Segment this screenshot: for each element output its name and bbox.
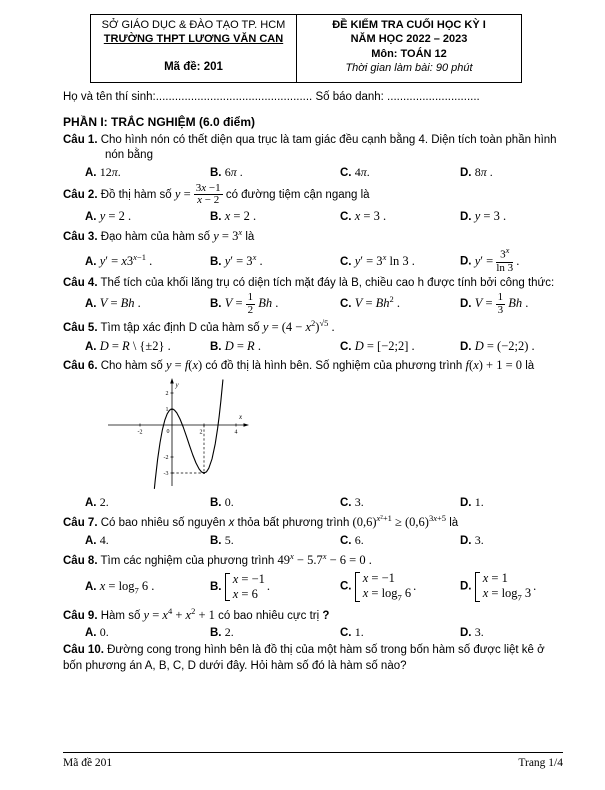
math-expression: f(x) + 1 = 0 bbox=[465, 357, 523, 372]
math-expression: y = $\frac{3x -1}{x - 2}$ bbox=[174, 181, 221, 207]
option-c: C. 3. bbox=[340, 495, 364, 510]
answer-options bbox=[85, 570, 563, 604]
answer-options bbox=[85, 533, 563, 549]
header-school-cell bbox=[91, 15, 297, 82]
question-text: Đạo hàm của hàm số bbox=[100, 231, 211, 244]
option-d: D. 3. bbox=[460, 625, 484, 640]
option-a: A. $y' = x3^{x-1}$ . bbox=[85, 251, 153, 268]
option-b: B. x = −1 x = 6 . bbox=[210, 572, 270, 601]
question-5 bbox=[63, 318, 563, 355]
question-label: Câu 5. bbox=[63, 322, 98, 335]
y-axis-arrow bbox=[170, 378, 174, 384]
option-b: B. 0. bbox=[210, 495, 234, 510]
question-text-post: là bbox=[525, 359, 535, 372]
answer-options bbox=[85, 292, 563, 316]
option-d: D. D = (−2;2) . bbox=[460, 338, 535, 353]
question-text-post: là bbox=[245, 231, 255, 244]
fraction: $\frac{3^x}{\ln 3}$ bbox=[496, 245, 514, 274]
math-expression: $(0,6)^{x^2+1} \ge (0,6)^{3x+5}$ bbox=[352, 513, 447, 530]
solution-cases: x = −1 $x = \log_7 6$ bbox=[355, 571, 411, 603]
exam-title: ĐỀ KIỂM TRA CUỐI HỌC KỲ I bbox=[332, 19, 486, 31]
question-2 bbox=[63, 183, 563, 225]
question-label: Câu 1. bbox=[63, 134, 98, 147]
question-label: Câu 2. bbox=[63, 188, 98, 201]
option-d: D. y′ = $\frac{3^x}{\ln 3}$ . bbox=[460, 245, 520, 274]
question-label: Câu 4. bbox=[63, 277, 98, 290]
question-label: Câu 6. bbox=[63, 359, 98, 372]
question-text-post: có bao nhiêu cực trị ? bbox=[218, 610, 330, 622]
y-tick--3: -3 bbox=[163, 470, 169, 477]
math-expression: $y = 3^x$ bbox=[213, 226, 243, 244]
solution-cases: x = 1 $x = \log_7 3$ bbox=[475, 571, 531, 603]
option-a: A. 0. bbox=[85, 625, 109, 640]
question-text: Hàm số bbox=[100, 610, 141, 622]
exam-duration: Thời gian làm bài: 90 phút bbox=[345, 61, 473, 74]
math-expression: $y = (4 - x^2)^{√5}$ . bbox=[262, 318, 335, 335]
x-tick--2: -2 bbox=[137, 429, 143, 436]
y-tick--2: -2 bbox=[163, 454, 169, 461]
exam-header bbox=[90, 14, 522, 83]
x-tick-4: 4 bbox=[234, 429, 238, 436]
question-text: Cho hình nón có thết diện qua trục là tam giác đều cạnh bằng 4. Diện tích toàn phần hình nón bằng bbox=[100, 134, 557, 162]
exam-code: Mã đề: 201 bbox=[164, 60, 223, 73]
fraction: $\frac{1}{2}$ bbox=[247, 291, 254, 316]
option-b: B. 2. bbox=[210, 625, 234, 640]
question-label: Câu 3. bbox=[63, 231, 98, 244]
question-8 bbox=[63, 551, 563, 604]
answer-options bbox=[85, 495, 563, 511]
question-9 bbox=[63, 606, 563, 642]
option-a: A. V = Bh . bbox=[85, 296, 141, 311]
option-b: B. 6π . bbox=[210, 164, 243, 179]
x-axis-arrow bbox=[244, 423, 250, 427]
answer-options bbox=[85, 338, 563, 355]
option-c: C. $y' = 3^x$ ln 3 . bbox=[340, 251, 415, 268]
question-3 bbox=[63, 227, 563, 274]
question-label: Câu 7. bbox=[63, 517, 98, 530]
option-d: D. y = 3 . bbox=[460, 208, 507, 223]
option-d: D. V = $\frac{1}{3}$ Bh . bbox=[460, 291, 529, 316]
option-d: D. 1. bbox=[460, 495, 484, 510]
option-a: A. y = 2 . bbox=[85, 208, 132, 223]
fraction: $\frac{3x -1}{x - 2}$ bbox=[195, 181, 221, 207]
option-c: C. x = −1 $x = \log_7 6$ . bbox=[340, 571, 417, 603]
function-graph bbox=[100, 375, 252, 494]
question-text: Đường cong trong hình bên là đồ thị của một hàm số trong bốn hàm số được liệt kê ở bốn phương án A, B, C, D dưới đây. Hỏi hàm số đó là hàm số nào? bbox=[63, 644, 545, 672]
option-c: C. 4π. bbox=[340, 164, 370, 179]
question-text: Có bao nhiêu số nguyên x thỏa bất phương trình bbox=[100, 517, 350, 530]
y-tick-1: 1 bbox=[165, 406, 169, 413]
solution-cases: x = −1 x = 6 bbox=[225, 572, 265, 602]
question-label: Câu 9. bbox=[63, 610, 98, 622]
answer-options bbox=[85, 625, 563, 641]
option-b: B. 5. bbox=[210, 532, 234, 547]
school-name: TRƯỜNG THPT LƯƠNG VĂN CAN bbox=[103, 33, 284, 46]
question-text-mid: có đồ thị là hình bên. Số nghiệm của phương trình bbox=[205, 359, 463, 372]
math-expression: $49^x - 5.7^x - 6 = 0$ . bbox=[277, 550, 372, 567]
question-text: Thể tích của khối lăng trụ có diện tích mặt đáy là B, chiều cao h được tính bởi công thức: bbox=[100, 277, 555, 290]
question-1 bbox=[63, 133, 563, 181]
x-tick-2: 2 bbox=[199, 429, 203, 436]
origin-label: 0 bbox=[166, 428, 170, 435]
question-text-post: có đường tiệm cận ngang là bbox=[225, 188, 370, 201]
option-a: A. 2. bbox=[85, 495, 109, 510]
option-d: D. x = 1 $x = \log_7 3$ . bbox=[460, 571, 537, 603]
school-year: NĂM HỌC 2022 – 2023 bbox=[350, 33, 468, 46]
option-c: C. 6. bbox=[340, 532, 364, 547]
department-name: SỞ GIÁO DỤC & ĐÀO TẠO TP. HCM bbox=[101, 19, 286, 31]
question-text: Cho hàm số bbox=[100, 359, 163, 372]
question-10 bbox=[63, 643, 563, 673]
answer-options bbox=[85, 165, 563, 181]
answer-options bbox=[85, 246, 563, 274]
question-text: Đồ thị hàm số bbox=[100, 188, 172, 201]
question-label: Câu 8. bbox=[63, 554, 98, 567]
question-6 bbox=[63, 357, 563, 512]
header-exam-cell bbox=[297, 15, 521, 82]
option-a: A. $x = \log_7 6$ . bbox=[85, 578, 155, 596]
section-title: PHẦN I: TRẮC NGHIỆM (6.0 điểm) bbox=[63, 115, 256, 130]
footer-exam-code: Mã đề 201 bbox=[63, 757, 113, 769]
question-text-post: là bbox=[449, 517, 459, 530]
option-b: B. x = 2 . bbox=[210, 208, 257, 223]
option-d: D. 3. bbox=[460, 532, 484, 547]
option-a: A. 12π. bbox=[85, 164, 121, 179]
question-text: Tìm tập xác định D của hàm số bbox=[100, 322, 260, 335]
question-text: Tìm các nghiệm của phương trình bbox=[100, 554, 275, 567]
option-c: C. 1. bbox=[340, 625, 364, 640]
option-b: B. D = R . bbox=[210, 338, 261, 353]
option-b: B. V = $\frac{1}{2}$ Bh . bbox=[210, 291, 279, 316]
fraction: $\frac{1}{3}$ bbox=[497, 291, 504, 316]
page-footer bbox=[63, 752, 563, 771]
option-b: B. $y' = 3^x$ . bbox=[210, 251, 263, 268]
option-c: C. $V = Bh^2$ . bbox=[340, 294, 401, 311]
option-a: A. D = R \ {±2} . bbox=[85, 338, 171, 353]
y-tick-2: 2 bbox=[165, 390, 169, 397]
subject-name: Môn: TOÁN 12 bbox=[371, 47, 447, 60]
option-a: A. 4. bbox=[85, 532, 109, 547]
option-c: C. D = [−2;2] . bbox=[340, 338, 415, 353]
y-axis-label: y bbox=[175, 380, 179, 389]
question-7 bbox=[63, 513, 563, 549]
x-axis-label: x bbox=[239, 412, 243, 421]
question-4 bbox=[63, 276, 563, 316]
option-d: D. 8π . bbox=[460, 164, 493, 179]
math-expression: $y = x^4 + x^2 + 1$ bbox=[143, 605, 215, 622]
question-label: Câu 10. bbox=[63, 644, 104, 657]
footer-page-number: Trang 1/4 bbox=[518, 757, 563, 769]
math-expression: y = f(x) bbox=[165, 357, 203, 372]
option-c: C. x = 3 . bbox=[340, 208, 387, 223]
student-info-line: Họ và tên thí sinh:................................................. Số báo danh: ............................. bbox=[63, 91, 480, 104]
answer-options bbox=[85, 208, 563, 225]
